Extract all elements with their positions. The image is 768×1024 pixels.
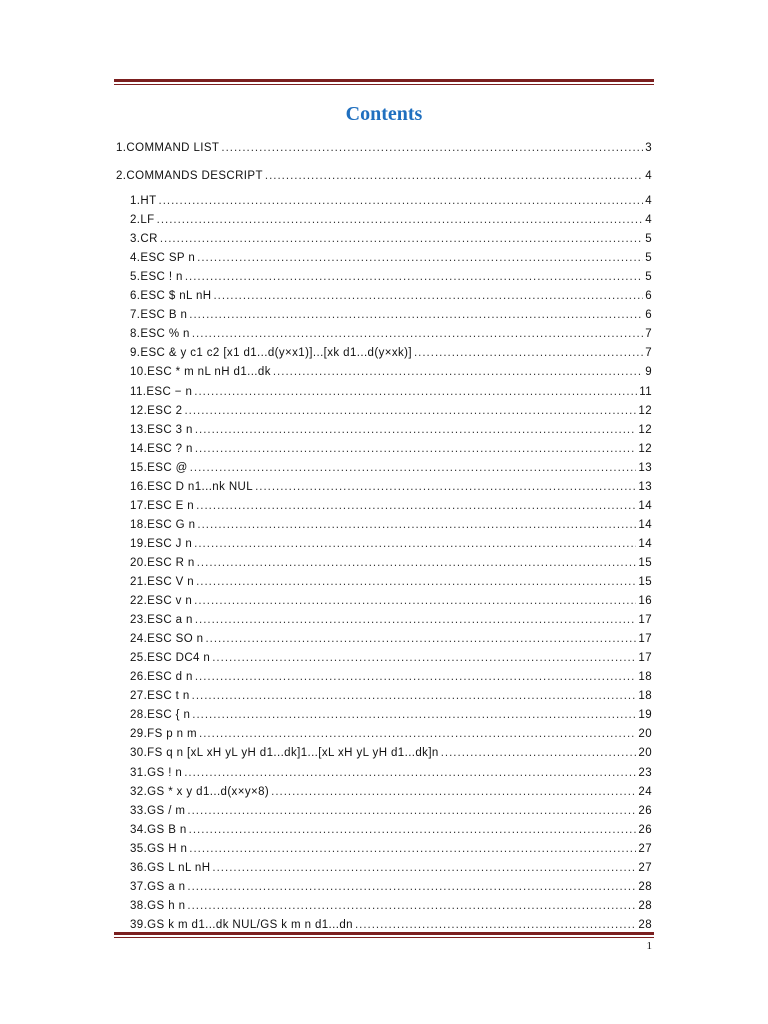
toc-leader-dots <box>195 613 637 628</box>
toc-entry-page: 17 <box>638 633 652 646</box>
toc-leader-dots <box>194 594 636 609</box>
toc-entry-label: 20.ESC R n <box>130 556 195 569</box>
toc-entry-label: 33.GS / m <box>130 804 186 817</box>
toc-entry[interactable] <box>130 537 652 552</box>
toc-entry[interactable] <box>116 169 652 184</box>
toc-entry-label: 32.GS * x y d1...d(x×y×8) <box>130 785 270 798</box>
toc-leader-dots <box>187 804 636 819</box>
toc-leader-dots <box>212 861 636 876</box>
toc-entry[interactable] <box>130 727 652 742</box>
toc-leader-dots <box>194 385 637 400</box>
toc-entry[interactable] <box>130 346 652 361</box>
toc-entry-label: 38.GS h n <box>130 899 186 912</box>
toc-entry-label: 35.GS H n <box>130 842 188 855</box>
toc-entry-page: 12 <box>638 423 652 436</box>
toc-entry-page: 5 <box>645 233 652 246</box>
toc-entry[interactable] <box>130 804 652 819</box>
toc-entry-page: 16 <box>638 595 652 608</box>
toc-entry-page: 3 <box>645 142 652 154</box>
toc-entry-label: 26.ESC d n <box>130 671 193 684</box>
toc-entry-label: 21.ESC V n <box>130 576 195 588</box>
toc-entry-page: 11 <box>639 385 652 398</box>
toc-entry[interactable] <box>130 880 652 895</box>
toc-entry[interactable] <box>130 251 652 266</box>
toc-leader-dots <box>192 689 637 704</box>
toc-entry-label: 1.COMMAND LIST <box>116 142 220 154</box>
toc-leader-dots <box>184 404 636 419</box>
toc-entry-label: 14.ESC ? n <box>130 442 193 455</box>
toc-leader-dots <box>205 632 636 647</box>
toc-leader-dots <box>189 823 637 838</box>
toc-entry-page: 6 <box>645 309 652 322</box>
toc-entry-page: 17 <box>638 614 652 627</box>
toc-leader-dots <box>194 537 636 552</box>
toc-entry-page: 28 <box>638 880 652 893</box>
toc-entry-page: 23 <box>638 766 652 779</box>
toc-entry[interactable] <box>130 308 652 323</box>
toc-entry[interactable] <box>130 689 652 704</box>
page-title: Contents <box>345 103 423 125</box>
toc-entry[interactable] <box>130 365 652 380</box>
toc-entry-page: 24 <box>638 785 652 798</box>
toc-leader-dots <box>255 480 636 495</box>
toc-leader-dots <box>197 518 636 533</box>
toc-entry-page: 19 <box>638 709 652 722</box>
toc-entry-label: 39.GS k m d1...dk NUL/GS k m n d1...dn <box>130 918 353 931</box>
toc-leader-dots <box>441 746 637 761</box>
toc-entry[interactable] <box>130 708 652 723</box>
toc-entry[interactable] <box>130 461 652 476</box>
toc-entry-page: 18 <box>638 690 652 703</box>
toc-entry-page: 12 <box>638 442 652 455</box>
toc-entry-page: 6 <box>645 290 652 303</box>
toc-entry-page: 13 <box>638 461 652 474</box>
toc-entry-page: 28 <box>638 899 652 912</box>
toc-entry-page: 4 <box>645 195 652 207</box>
toc-leader-dots <box>199 727 636 742</box>
toc-entry-page: 5 <box>645 271 652 284</box>
toc-entry[interactable] <box>130 575 652 590</box>
toc-entry-label: 13.ESC 3 n <box>130 423 193 436</box>
toc-entry-page: 17 <box>638 652 652 665</box>
toc-entry-label: 22.ESC v n <box>130 595 193 608</box>
toc-leader-dots <box>187 899 636 914</box>
toc-entry[interactable] <box>130 842 652 857</box>
footer-rule-thin <box>114 937 654 938</box>
toc-entry-label: 7.ESC B n <box>130 309 188 322</box>
toc-entry-page: 13 <box>638 480 652 493</box>
toc-leader-dots <box>271 785 636 800</box>
toc-entry[interactable] <box>130 213 652 228</box>
toc-entry[interactable] <box>130 670 652 685</box>
toc-leader-dots <box>184 766 636 781</box>
toc-entry[interactable] <box>130 556 652 571</box>
toc-entry[interactable] <box>130 613 652 628</box>
toc-entry-label: 31.GS ! n <box>130 766 183 779</box>
toc-leader-dots <box>157 213 644 228</box>
toc-entry-label: 34.GS B n <box>130 823 187 836</box>
toc-entry-label: 23.ESC a n <box>130 614 193 627</box>
toc-leader-dots <box>195 442 637 457</box>
toc-entry-label: 2.COMMANDS DESCRIPT <box>116 170 263 182</box>
toc-entry-label: 2.LF <box>130 214 155 227</box>
toc-leader-dots <box>414 346 643 361</box>
toc-leader-dots <box>197 251 643 266</box>
toc-leader-dots <box>195 670 637 685</box>
toc-entry[interactable] <box>130 899 652 914</box>
toc-entry-label: 15.ESC @ <box>130 461 188 474</box>
toc-entry-label: 19.ESC J n <box>130 537 193 550</box>
toc-entry-label: 18.ESC G n <box>130 518 196 531</box>
toc-entry-page: 27 <box>638 861 652 874</box>
toc-entry-label: 3.CR <box>130 233 158 246</box>
toc-entry-page: 14 <box>638 518 652 531</box>
toc-entry[interactable] <box>130 918 652 933</box>
toc-leader-dots <box>355 918 636 933</box>
toc-entry[interactable] <box>130 232 652 247</box>
toc-entry-label: 10.ESC * m nL nH d1...dk <box>130 366 271 379</box>
toc-entry-label: 11.ESC − n <box>130 385 193 398</box>
toc-entry[interactable] <box>130 385 652 400</box>
toc-entry[interactable] <box>130 766 652 781</box>
toc-entry-page: 15 <box>638 556 652 569</box>
toc-entry-page: 14 <box>638 537 652 550</box>
toc-entry[interactable] <box>130 404 652 419</box>
toc-entry-label: 24.ESC SO n <box>130 633 204 646</box>
toc-entry-page: 7 <box>645 328 652 341</box>
toc-leader-dots <box>192 327 643 342</box>
toc-entry-page: 15 <box>638 576 652 588</box>
toc-leader-dots <box>195 423 637 438</box>
toc-entry-page: 4 <box>645 170 652 182</box>
toc-entry-page: 4 <box>645 214 652 227</box>
toc-entry[interactable] <box>130 194 652 209</box>
toc-entry-page: 5 <box>645 252 652 265</box>
toc-entry[interactable] <box>130 289 652 304</box>
toc-entry-page: 27 <box>638 842 652 855</box>
toc-entry-page: 20 <box>638 747 652 760</box>
toc-leader-dots <box>196 575 636 590</box>
toc-entry-label: 9.ESC & y c1 c2 [x1 d1...d(y×x1)]...[xk d1...d(y×xk)] <box>130 347 412 360</box>
toc-leader-dots <box>197 556 637 571</box>
toc-entry-label: 37.GS a n <box>130 880 186 893</box>
toc-entry-label: 5.ESC ! n <box>130 271 183 284</box>
toc-entry-label: 6.ESC $ nL nH <box>130 290 212 303</box>
toc-entry[interactable] <box>130 327 652 342</box>
toc-entry[interactable] <box>130 823 652 838</box>
toc-entry[interactable] <box>130 861 652 876</box>
toc-leader-dots <box>190 461 637 476</box>
toc-entry-label: 27.ESC t n <box>130 690 190 703</box>
toc-leader-dots <box>160 232 643 247</box>
toc-entry[interactable] <box>130 499 652 514</box>
toc-leader-dots <box>213 289 643 304</box>
toc-entry[interactable] <box>130 651 652 666</box>
footer-rule-thick <box>114 932 654 935</box>
toc-entry-page: 18 <box>638 671 652 684</box>
toc-entry-label: 30.FS q n [xL xH yL yH d1...dk]1...[xL xH yL yH d1...dk]n <box>130 747 439 760</box>
toc-entry[interactable] <box>130 785 652 800</box>
toc-entry-page: 14 <box>638 499 652 512</box>
toc-leader-dots <box>273 365 643 380</box>
toc-entry[interactable] <box>130 270 652 285</box>
toc-entry[interactable] <box>116 141 652 156</box>
toc-entry[interactable] <box>130 594 652 609</box>
toc-entry-label: 8.ESC % n <box>130 328 190 341</box>
page-number: 1 <box>646 940 652 952</box>
toc-entry-label: 25.ESC DC4 n <box>130 652 211 665</box>
toc-entry-label: 28.ESC { n <box>130 709 191 722</box>
toc-leader-dots <box>189 308 643 323</box>
toc-entry[interactable] <box>130 518 652 533</box>
toc-entry-label: 1.HT <box>130 195 157 207</box>
toc-entry-page: 12 <box>638 404 652 417</box>
toc-leader-dots <box>221 141 643 156</box>
toc-leader-dots <box>265 169 643 184</box>
toc-entry-page: 20 <box>638 728 652 741</box>
toc-entry[interactable] <box>130 632 652 647</box>
toc-leader-dots <box>185 270 643 285</box>
toc-leader-dots <box>196 499 636 514</box>
toc-leader-dots <box>212 651 636 666</box>
toc-leader-dots <box>159 194 644 209</box>
toc-entry[interactable] <box>130 423 652 438</box>
toc-entry[interactable] <box>130 746 652 761</box>
toc-entry-label: 4.ESC SP n <box>130 252 196 265</box>
toc-entry-page: 28 <box>638 918 652 931</box>
toc-entry-page: 7 <box>645 347 652 360</box>
toc-entry-label: 16.ESC D n1...nk NUL <box>130 480 254 493</box>
toc-leader-dots <box>192 708 636 723</box>
toc-entry-label: 17.ESC E n <box>130 499 195 512</box>
toc-entry-page: 26 <box>638 804 652 817</box>
toc-entry[interactable] <box>130 442 652 457</box>
toc-leader-dots <box>189 842 636 857</box>
toc-entry[interactable] <box>130 480 652 495</box>
toc-entry-label: 29.FS p n m <box>130 728 198 741</box>
toc-entry-page: 26 <box>638 823 652 836</box>
toc-leader-dots <box>187 880 636 895</box>
toc-entry-label: 36.GS L nL nH <box>130 861 211 874</box>
toc-entry-page: 9 <box>645 366 652 379</box>
toc-entry-label: 12.ESC 2 <box>130 404 183 417</box>
